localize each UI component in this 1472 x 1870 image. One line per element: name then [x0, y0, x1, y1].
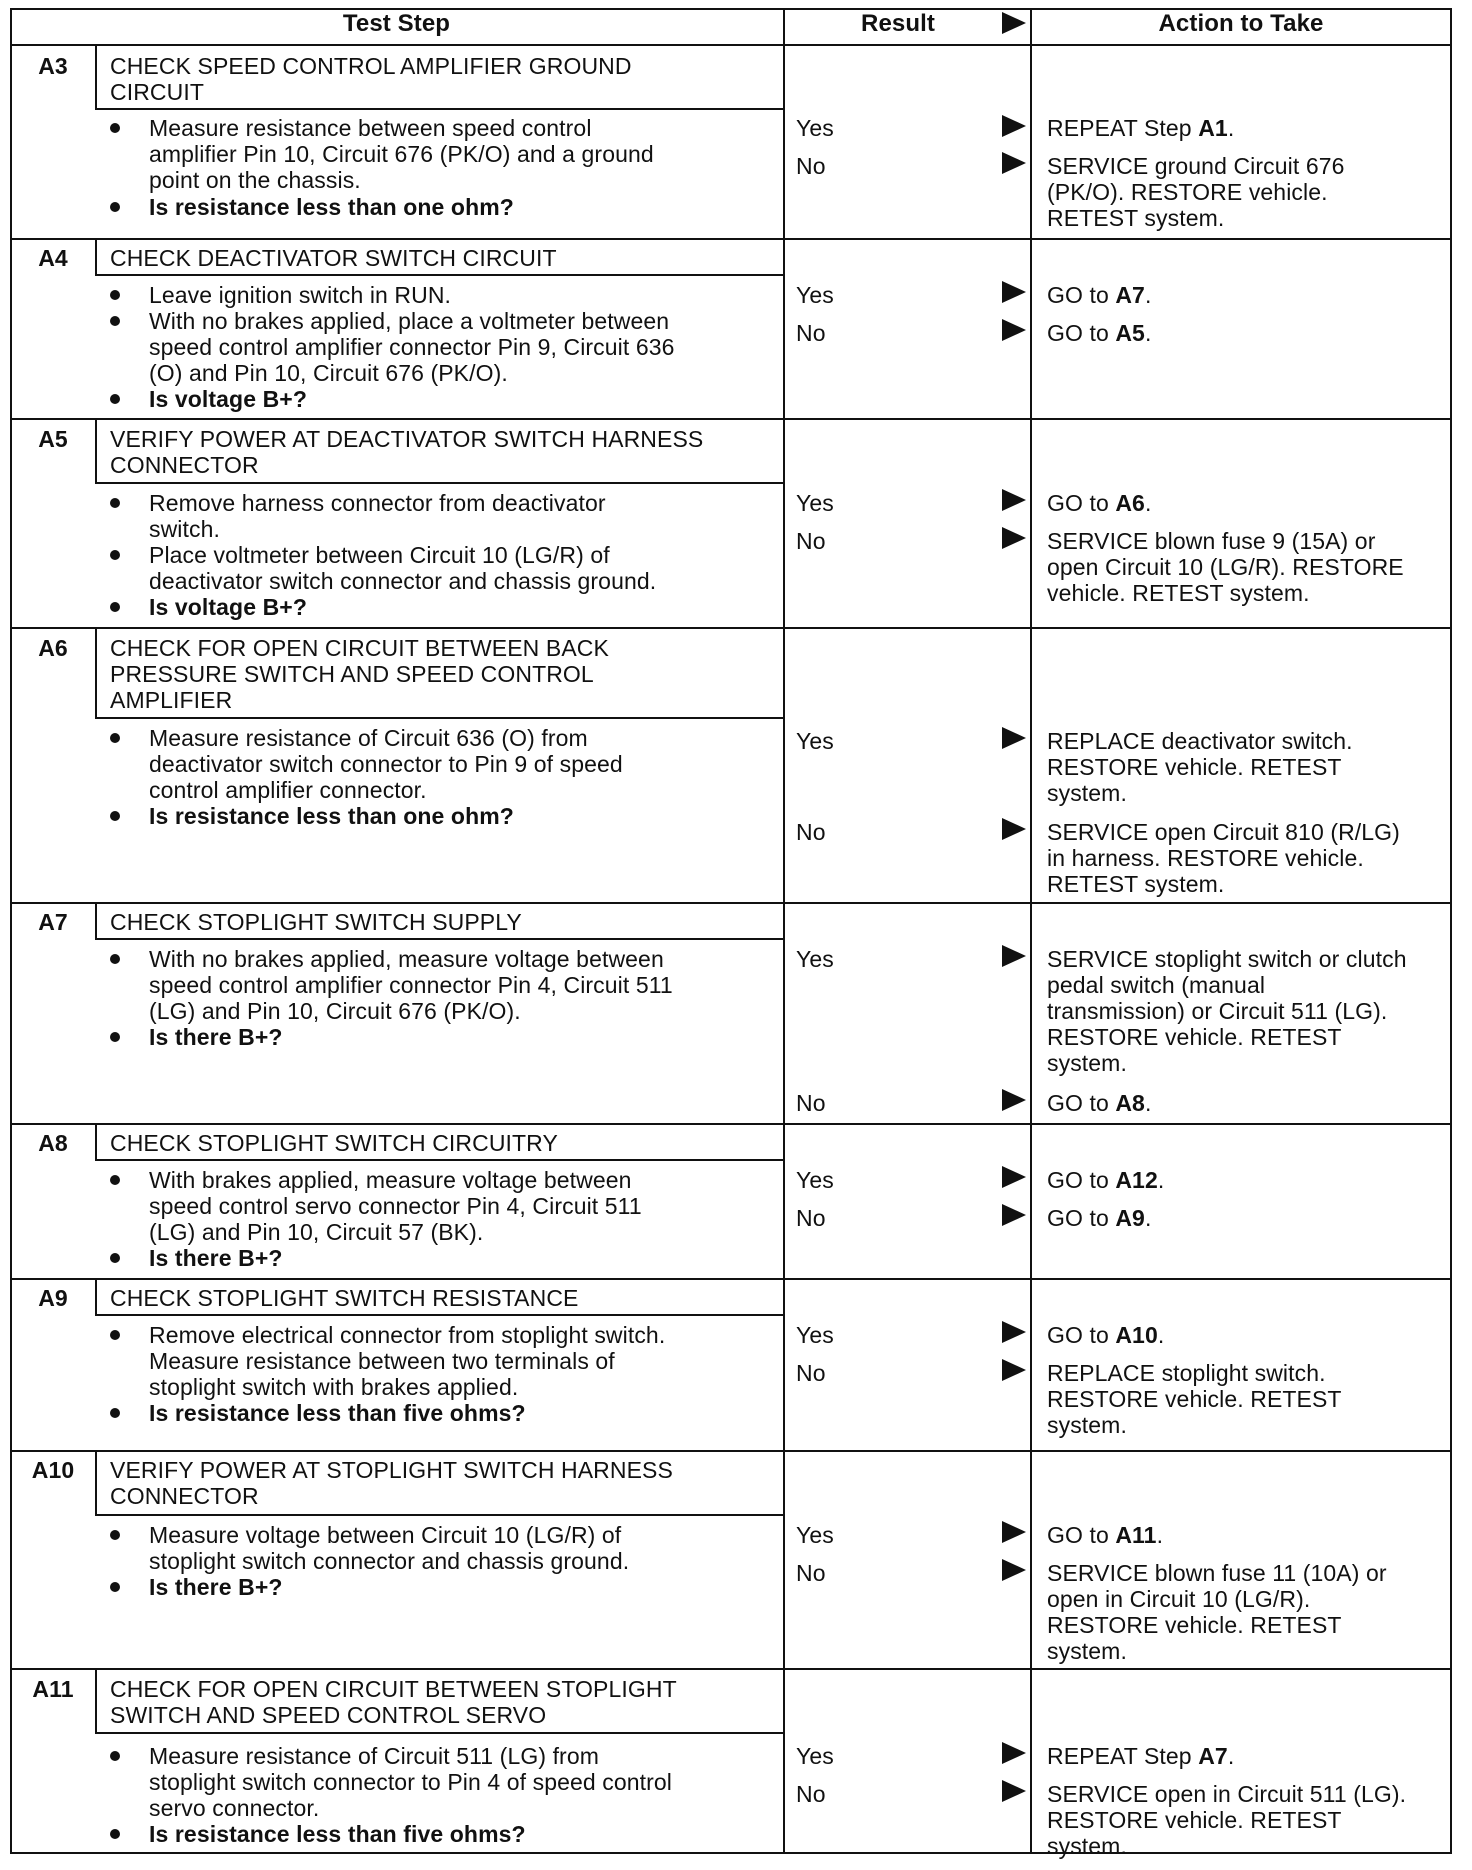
action-no-line: SERVICE blown fuse 9 (15A) or: [1047, 528, 1376, 554]
arrow-icon: [1002, 1321, 1026, 1343]
action-no-line: REPLACE stoplight switch.: [1047, 1360, 1326, 1386]
instruction-line: Remove electrical connector from stoplight switch.: [149, 1322, 666, 1348]
header-arrow-icon: [1002, 12, 1026, 34]
action-no-line: RESTORE vehicle. RETEST: [1047, 1386, 1342, 1412]
step-title-line: CIRCUIT: [110, 79, 204, 105]
action-no-line: vehicle. RETEST system.: [1047, 580, 1310, 606]
instruction-line: servo connector.: [149, 1795, 320, 1821]
step-title-line: CHECK STOPLIGHT SWITCH CIRCUITRY: [110, 1130, 558, 1156]
bullet-icon: [110, 394, 120, 404]
step-id: A9: [38, 1285, 68, 1311]
action-yes: GO to A11.: [1047, 1522, 1164, 1548]
action-yes: GO to A6.: [1047, 490, 1152, 516]
step-id: A6: [38, 635, 68, 661]
row-separator: [10, 902, 1452, 904]
bullet-icon: [110, 1751, 120, 1761]
action-no-line: SERVICE ground Circuit 676: [1047, 153, 1345, 179]
result-yes: Yes: [796, 115, 834, 141]
action-yes-line: REPLACE deactivator switch.: [1047, 728, 1353, 754]
bullet-icon: [110, 1530, 120, 1540]
step-id-divider: [95, 1123, 97, 1161]
action-no-line: open in Circuit 10 (LG/R).: [1047, 1586, 1311, 1612]
result-column-divider: [783, 8, 785, 1854]
instruction-line: stoplight switch with brakes applied.: [149, 1374, 519, 1400]
arrow-icon: [1002, 152, 1026, 174]
step-id: A5: [38, 426, 68, 452]
step-id: A4: [38, 245, 68, 271]
arrow-icon: [1002, 527, 1026, 549]
instruction-line: Measure resistance between two terminals of: [149, 1348, 615, 1374]
step-title-line: CONNECTOR: [110, 1483, 259, 1509]
action-yes: GO to A10.: [1047, 1322, 1165, 1348]
question-line: Is there B+?: [149, 1574, 283, 1600]
bullet-icon: [110, 954, 120, 964]
bullet-icon: [110, 1175, 120, 1185]
step-id-divider: [95, 44, 97, 110]
action-yes-line: system.: [1047, 1050, 1127, 1076]
bullet-icon: [110, 1582, 120, 1592]
arrow-icon: [1002, 1559, 1026, 1581]
action-column-divider: [1030, 8, 1032, 1854]
result-yes: Yes: [796, 490, 834, 516]
bullet-icon: [110, 498, 120, 508]
row-separator: [10, 1123, 1452, 1125]
title-underline: [95, 1314, 783, 1316]
result-no: No: [796, 1560, 826, 1586]
bullet-icon: [110, 1032, 120, 1042]
title-underline: [95, 108, 783, 110]
question-line: Is resistance less than five ohms?: [149, 1400, 526, 1426]
bullet-icon: [110, 1829, 120, 1839]
step-title-line: SWITCH AND SPEED CONTROL SERVO: [110, 1702, 547, 1728]
instruction-line: Remove harness connector from deactivator: [149, 490, 606, 516]
instruction-line: Leave ignition switch in RUN.: [149, 282, 452, 308]
bullet-icon: [110, 1330, 120, 1340]
bullet-icon: [110, 316, 120, 326]
instruction-line: Measure resistance between speed control: [149, 115, 592, 141]
instruction-line: point on the chassis.: [149, 167, 361, 193]
instruction-line: (O) and Pin 10, Circuit 676 (PK/O).: [149, 360, 508, 386]
instruction-line: (LG) and Pin 10, Circuit 676 (PK/O).: [149, 998, 521, 1024]
bullet-icon: [110, 602, 120, 612]
action-no-line: system.: [1047, 1638, 1127, 1664]
action-yes-line: RESTORE vehicle. RETEST: [1047, 754, 1342, 780]
step-title-line: CONNECTOR: [110, 452, 259, 478]
table-right-border: [1450, 8, 1452, 1854]
arrow-icon: [1002, 727, 1026, 749]
action-no-line: in harness. RESTORE vehicle.: [1047, 845, 1364, 871]
question-line: Is voltage B+?: [149, 386, 307, 412]
instruction-line: control amplifier connector.: [149, 777, 427, 803]
arrow-icon: [1002, 319, 1026, 341]
result-no: No: [796, 1360, 826, 1386]
bullet-icon: [110, 1408, 120, 1418]
action-no-line: (PK/O). RESTORE vehicle.: [1047, 179, 1328, 205]
step-id-divider: [95, 418, 97, 484]
instruction-line: switch.: [149, 516, 220, 542]
action-no: GO to A5.: [1047, 320, 1152, 346]
arrow-icon: [1002, 1166, 1026, 1188]
action-no-line: RESTORE vehicle. RETEST: [1047, 1807, 1342, 1833]
step-title-line: CHECK SPEED CONTROL AMPLIFIER GROUND: [110, 53, 632, 79]
row-separator: [10, 238, 1452, 240]
step-id: A3: [38, 53, 68, 79]
arrow-icon: [1002, 1742, 1026, 1764]
instruction-line: stoplight switch connector and chassis ground.: [149, 1548, 630, 1574]
bullet-icon: [110, 202, 120, 212]
arrow-icon: [1002, 1780, 1026, 1802]
row-separator: [10, 1278, 1452, 1280]
step-title-line: CHECK FOR OPEN CIRCUIT BETWEEN BACK: [110, 635, 609, 661]
result-yes: Yes: [796, 1322, 834, 1348]
step-id: A8: [38, 1130, 68, 1156]
question-line: Is voltage B+?: [149, 594, 307, 620]
action-no-line: system.: [1047, 1412, 1127, 1438]
question-line: Is resistance less than one ohm?: [149, 803, 514, 829]
action-yes-line: RESTORE vehicle. RETEST: [1047, 1024, 1342, 1050]
step-title-line: CHECK FOR OPEN CIRCUIT BETWEEN STOPLIGHT: [110, 1676, 677, 1702]
instruction-line: deactivator switch connector to Pin 9 of speed: [149, 751, 623, 777]
instruction-line: speed control amplifier connector Pin 4, Circuit 511: [149, 972, 673, 998]
step-id-divider: [95, 902, 97, 940]
result-yes: Yes: [796, 282, 834, 308]
action-yes: REPEAT Step A7.: [1047, 1743, 1235, 1769]
result-yes: Yes: [796, 1167, 834, 1193]
instruction-line: Measure resistance of Circuit 636 (O) from: [149, 725, 588, 751]
instruction-line: Measure voltage between Circuit 10 (LG/R) of: [149, 1522, 622, 1548]
result-no: No: [796, 1090, 826, 1116]
result-yes: Yes: [796, 1743, 834, 1769]
action-no-line: RESTORE vehicle. RETEST: [1047, 1612, 1342, 1638]
title-underline: [95, 1159, 783, 1161]
step-id-divider: [95, 238, 97, 276]
step-title-line: CHECK STOPLIGHT SWITCH SUPPLY: [110, 909, 522, 935]
instruction-line: speed control servo connector Pin 4, Circuit 511: [149, 1193, 642, 1219]
step-title-line: PRESSURE SWITCH AND SPEED CONTROL: [110, 661, 594, 687]
action-yes: REPEAT Step A1.: [1047, 115, 1235, 141]
result-no: No: [796, 528, 826, 554]
bullet-icon: [110, 123, 120, 133]
arrow-icon: [1002, 945, 1026, 967]
result-yes: Yes: [796, 1522, 834, 1548]
header-bottom-border: [10, 44, 1452, 46]
action-yes: GO to A12.: [1047, 1167, 1165, 1193]
action-no-line: open Circuit 10 (LG/R). RESTORE: [1047, 554, 1404, 580]
instruction-line: deactivator switch connector and chassis ground.: [149, 568, 657, 594]
action-no-line: RETEST system.: [1047, 205, 1225, 231]
action-no-line: SERVICE open Circuit 810 (R/LG): [1047, 819, 1400, 845]
result-no: No: [796, 1781, 826, 1807]
title-underline: [95, 274, 783, 276]
table-left-border: [10, 8, 12, 1854]
bullet-icon: [110, 733, 120, 743]
step-id: A10: [31, 1457, 75, 1483]
result-no: No: [796, 819, 826, 845]
arrow-icon: [1002, 489, 1026, 511]
step-id: A11: [32, 1676, 74, 1702]
result-no: No: [796, 1205, 826, 1231]
step-title-line: AMPLIFIER: [110, 687, 233, 713]
action-no: GO to A8.: [1047, 1090, 1152, 1116]
step-title-line: VERIFY POWER AT DEACTIVATOR SWITCH HARNESS: [110, 426, 704, 452]
action-no: GO to A9.: [1047, 1205, 1152, 1231]
row-separator: [10, 418, 1452, 420]
question-line: Is there B+?: [149, 1245, 283, 1271]
step-title-line: CHECK STOPLIGHT SWITCH RESISTANCE: [110, 1285, 579, 1311]
header-test-step: Test Step: [342, 10, 451, 37]
bullet-icon: [110, 1253, 120, 1263]
action-no-line: SERVICE open in Circuit 511 (LG).: [1047, 1781, 1407, 1807]
arrow-icon: [1002, 818, 1026, 840]
instruction-line: speed control amplifier connector Pin 9, Circuit 636: [149, 334, 675, 360]
row-separator: [10, 1450, 1452, 1452]
step-id-divider: [95, 1450, 97, 1516]
step-id-divider: [95, 627, 97, 719]
question-line: Is there B+?: [149, 1024, 283, 1050]
row-separator: [10, 627, 1452, 629]
arrow-icon: [1002, 115, 1026, 137]
step-title-line: CHECK DEACTIVATOR SWITCH CIRCUIT: [110, 245, 557, 271]
bullet-icon: [110, 550, 120, 560]
arrow-icon: [1002, 1521, 1026, 1543]
instruction-line: stoplight switch connector to Pin 4 of speed control: [149, 1769, 672, 1795]
arrow-icon: [1002, 1359, 1026, 1381]
action-no-line: system.: [1047, 1833, 1127, 1859]
arrow-icon: [1002, 1089, 1026, 1111]
header-result: Result: [861, 10, 935, 37]
instruction-line: With no brakes applied, measure voltage between: [149, 946, 664, 972]
result-yes: Yes: [796, 946, 834, 972]
row-separator: [10, 1668, 1452, 1670]
bullet-icon: [110, 290, 120, 300]
arrow-icon: [1002, 281, 1026, 303]
action-yes-line: pedal switch (manual: [1047, 972, 1266, 998]
title-underline: [95, 1732, 783, 1734]
header-action: Action to Take: [1158, 10, 1324, 37]
result-no: No: [796, 153, 826, 179]
step-id-divider: [95, 1278, 97, 1316]
title-underline: [95, 938, 783, 940]
arrow-icon: [1002, 1204, 1026, 1226]
table-bottom-border: [10, 1852, 1452, 1854]
step-id: A7: [38, 909, 68, 935]
action-no-line: RETEST system.: [1047, 871, 1225, 897]
question-line: Is resistance less than five ohms?: [149, 1821, 526, 1847]
question-line: Is resistance less than one ohm?: [149, 194, 514, 220]
action-yes-line: system.: [1047, 780, 1127, 806]
title-underline: [95, 1514, 783, 1516]
action-yes: GO to A7.: [1047, 282, 1152, 308]
title-underline: [95, 482, 783, 484]
instruction-line: With no brakes applied, place a voltmeter between: [149, 308, 670, 334]
bullet-icon: [110, 811, 120, 821]
step-title-line: VERIFY POWER AT STOPLIGHT SWITCH HARNESS: [110, 1457, 673, 1483]
instruction-line: With brakes applied, measure voltage between: [149, 1167, 632, 1193]
action-yes-line: SERVICE stoplight switch or clutch: [1047, 946, 1407, 972]
instruction-line: (LG) and Pin 10, Circuit 57 (BK).: [149, 1219, 484, 1245]
action-yes-line: transmission) or Circuit 511 (LG).: [1047, 998, 1388, 1024]
title-underline: [95, 717, 783, 719]
result-no: No: [796, 320, 826, 346]
instruction-line: Place voltmeter between Circuit 10 (LG/R) of: [149, 542, 610, 568]
result-yes: Yes: [796, 728, 834, 754]
instruction-line: amplifier Pin 10, Circuit 676 (PK/O) and a ground: [149, 141, 654, 167]
step-id-divider: [95, 1668, 97, 1734]
instruction-line: Measure resistance of Circuit 511 (LG) from: [149, 1743, 599, 1769]
action-no-line: SERVICE blown fuse 11 (10A) or: [1047, 1560, 1387, 1586]
